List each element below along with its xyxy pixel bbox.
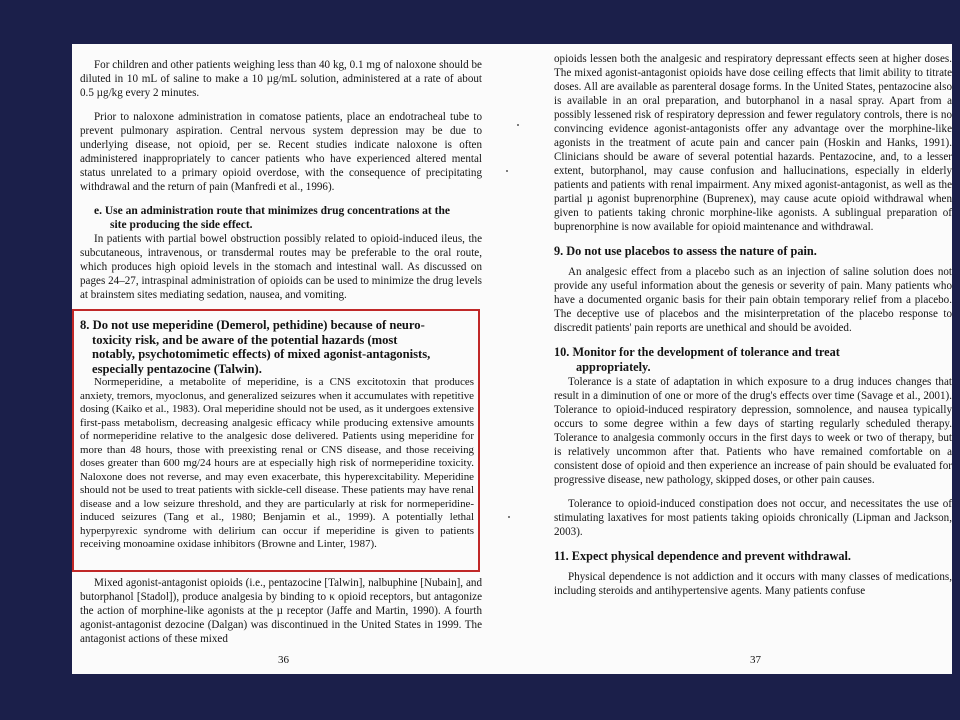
left-para-2: Prior to naloxone administration in comatose patients, place an endotracheal tube to prevent pulmonary aspiration. Central nervous system depression may be due to underlying disease, not opioid, per se. Recent studies indicate naloxone is often administered inappropriately to cancer patients who have experienced altered mental status unrelated to a primary opioid overdose, with the consequence of precipitating withdrawal and the return of pain (Manfredi et al., 1996). xyxy=(80,111,482,193)
page-number-right: 37 xyxy=(750,654,761,666)
subheading-e-line-1: e. Use an administration route that minimizes drug concentrations at the xyxy=(94,205,450,217)
section-10-body: Tolerance is a state of adaptation in which exposure to a drug induces changes that result in a diminution of one or more of the drug's effects over time (Savage et al., 2001). Tolerance to opioid-induced respiratory depression, somnolence, and nausea typically occurs to some degree within a few days of starting regularly scheduled therapy. Tolerance to analgesia commonly occurs in the first days to week or two of therapy, but is relatively uncommon after that. Patients who have remained comfortable on a consistent dose of opioid and then experience an increase of pain should be evaluated for progressive disease, new pathology, skipped doses, or other pain causes. xyxy=(554,376,952,486)
section-10-body-2: Tolerance to opioid-induced constipation does not occur, and necessitates the use of stimulating laxatives for most patients taking opioids chronically (Lipman and Jackson, 2003). xyxy=(554,498,952,538)
subheading-e xyxy=(80,204,482,232)
left-para-1: For children and other patients weighing less than 40 kg, 0.1 mg of naloxone should be diluted in 10 mL of saline to make a 10 µg/mL solution, administered at a rate of about 0.5 µg/kg every 2 minutes. xyxy=(80,59,482,99)
right-para-1: opioids lessen both the analgesic and respiratory depressant effects seen at higher doses. The mixed agonist-antagonist opioids have dose ceiling effects that limit ability to titrate doses. All are available as parenteral dosage forms. In the United States, pentazocine also is available in an oral preparation, and butorphanol in a nasal spray. Apart from a possibly lessened risk of respiratory depression and fewer regulatory controls, there is no convincing evidence agonist-antagonists offer any advantage over the morphine-like agonists in the treatment of acute pain and cancer pain (Hoskin and Hanks, 1991). Clinicians should be aware of several potential hazards. Pentazocine, and, to a lesser extent, butorphanol, may cause confusion and hallucinations, especially in elderly patients and patients with renal impairment. Any mixed agonist-antagonist, as well as the partial µ agonist buprenorphine (Buprenex), may cause acute opioid withdrawal when given to patients taking chronic morphine-like agonists. A sublingual preparation of buprenorphine is now available for opioid maintenance and withdrawal. xyxy=(554,53,952,233)
scan-speck xyxy=(508,516,510,518)
section-8-body: Normeperidine, a metabolite of meperidine, is a CNS excitotoxin that produces anxiety, tremors, myoclonus, and generalized seizures when it accumulates with repetitive dosing (Kaiko et al., 1983). Oral meperidine should not be used, as it undergoes extensive first-pass metabolism, decreasing analgesic efficacy while producing extensive amounts of normeperidine relative to the analgesic dose delivered. Patients using meperidine for more than 48 hours, those with preexisting renal or CNS disease, and those receiving doses greater than 600 mg/24 hours are at especially high risk of normeperidine toxicity. Naloxone does not reverse, and may even exacerbate, this hyperexcitability. Meperidine should not be used to treat patients with sickle-cell disease. These patients may have renal disease and a low seizure threshold, and they are particularly at risk for normeperidine-induced seizures (Tang et al., 1980; Benjamin et al., 1999). A potentially lethal hyperpyrexic syndrome with delirium can occur if meperidine is given to patients receiving monoamine oxidase inhibitors (Browne and Linter, 1987). xyxy=(80,376,474,551)
section-11-heading: 11. Expect physical dependence and prevent withdrawal. xyxy=(554,549,851,563)
section-11-body: Physical dependence is not addiction and it occurs with many classes of medications, including steroids and antihypertensive agents. Many patients confuse xyxy=(554,571,952,597)
left-page-upper-text xyxy=(80,58,482,302)
subheading-e-line-2: site producing the side effect. xyxy=(110,219,253,231)
scan-speck xyxy=(517,124,519,126)
page-number-left: 36 xyxy=(278,654,289,666)
section-8-heading-line-3: notably, psychotomimetic effects) of mixed agonist-antagonists, xyxy=(92,347,431,362)
section-10-heading-line-2: appropriately. xyxy=(576,360,651,374)
right-page-text xyxy=(554,52,952,598)
section-8-heading-line-4: especially pentazocine (Talwin). xyxy=(92,361,262,376)
left-para-after-box: Mixed agonist-antagonist opioids (i.e., pentazocine [Talwin], nalbuphine [Nubain], and butorphanol [Stadol]), produce analgesia by binding to κ opioid receptors, but antagonize the action of morphine-like agonists at the µ receptor (Jaffe and Martin, 1990). A fourth agonist-antagonist dezocine (Dalgan) was discontinued in the United States in 1999. The antagonist actions of these mixed xyxy=(80,577,482,645)
highlight-box-section-8 xyxy=(72,309,480,572)
section-8-heading xyxy=(80,318,474,376)
scan-speck xyxy=(506,170,508,172)
scanned-book-spread xyxy=(72,44,952,674)
section-9-heading: 9. Do not use placebos to assess the nature of pain. xyxy=(554,244,817,258)
section-10-heading xyxy=(554,345,952,375)
section-10-heading-line-1: 10. Monitor for the development of tolerance and treat xyxy=(554,345,840,359)
section-8-heading-line-2: toxicity risk, and be aware of the potential hazards (most xyxy=(92,332,398,347)
left-para-3: In patients with partial bowel obstruction possibly related to opioid-induced ileus, the subcutaneous, intravenous, or transdermal routes may be preferable to the oral route, which produces high opioid levels in the stomach and intestinal wall. As discussed on pages 24–27, intraspinal administration of opioids can be used to minimize the drug levels at brainstem sites mediating sedation, nausea, and vomiting. xyxy=(80,233,482,301)
section-9-body: An analgesic effect from a placebo such as an injection of saline solution does not provide any useful information about the genesis or severity of pain. Many patients who have a documented organic basis for their pain obtain temporary relief from a placebo. The deceptive use of placebos and the misinterpretation of the placebo response to discredit patients' pain reports are unethical and should be avoided. xyxy=(554,266,952,334)
left-page xyxy=(72,44,512,674)
left-page-lower-text xyxy=(80,576,482,646)
right-page xyxy=(512,44,952,674)
section-8-heading-line-1: 8. Do not use meperidine (Demerol, pethidine) because of neuro- xyxy=(80,318,425,332)
